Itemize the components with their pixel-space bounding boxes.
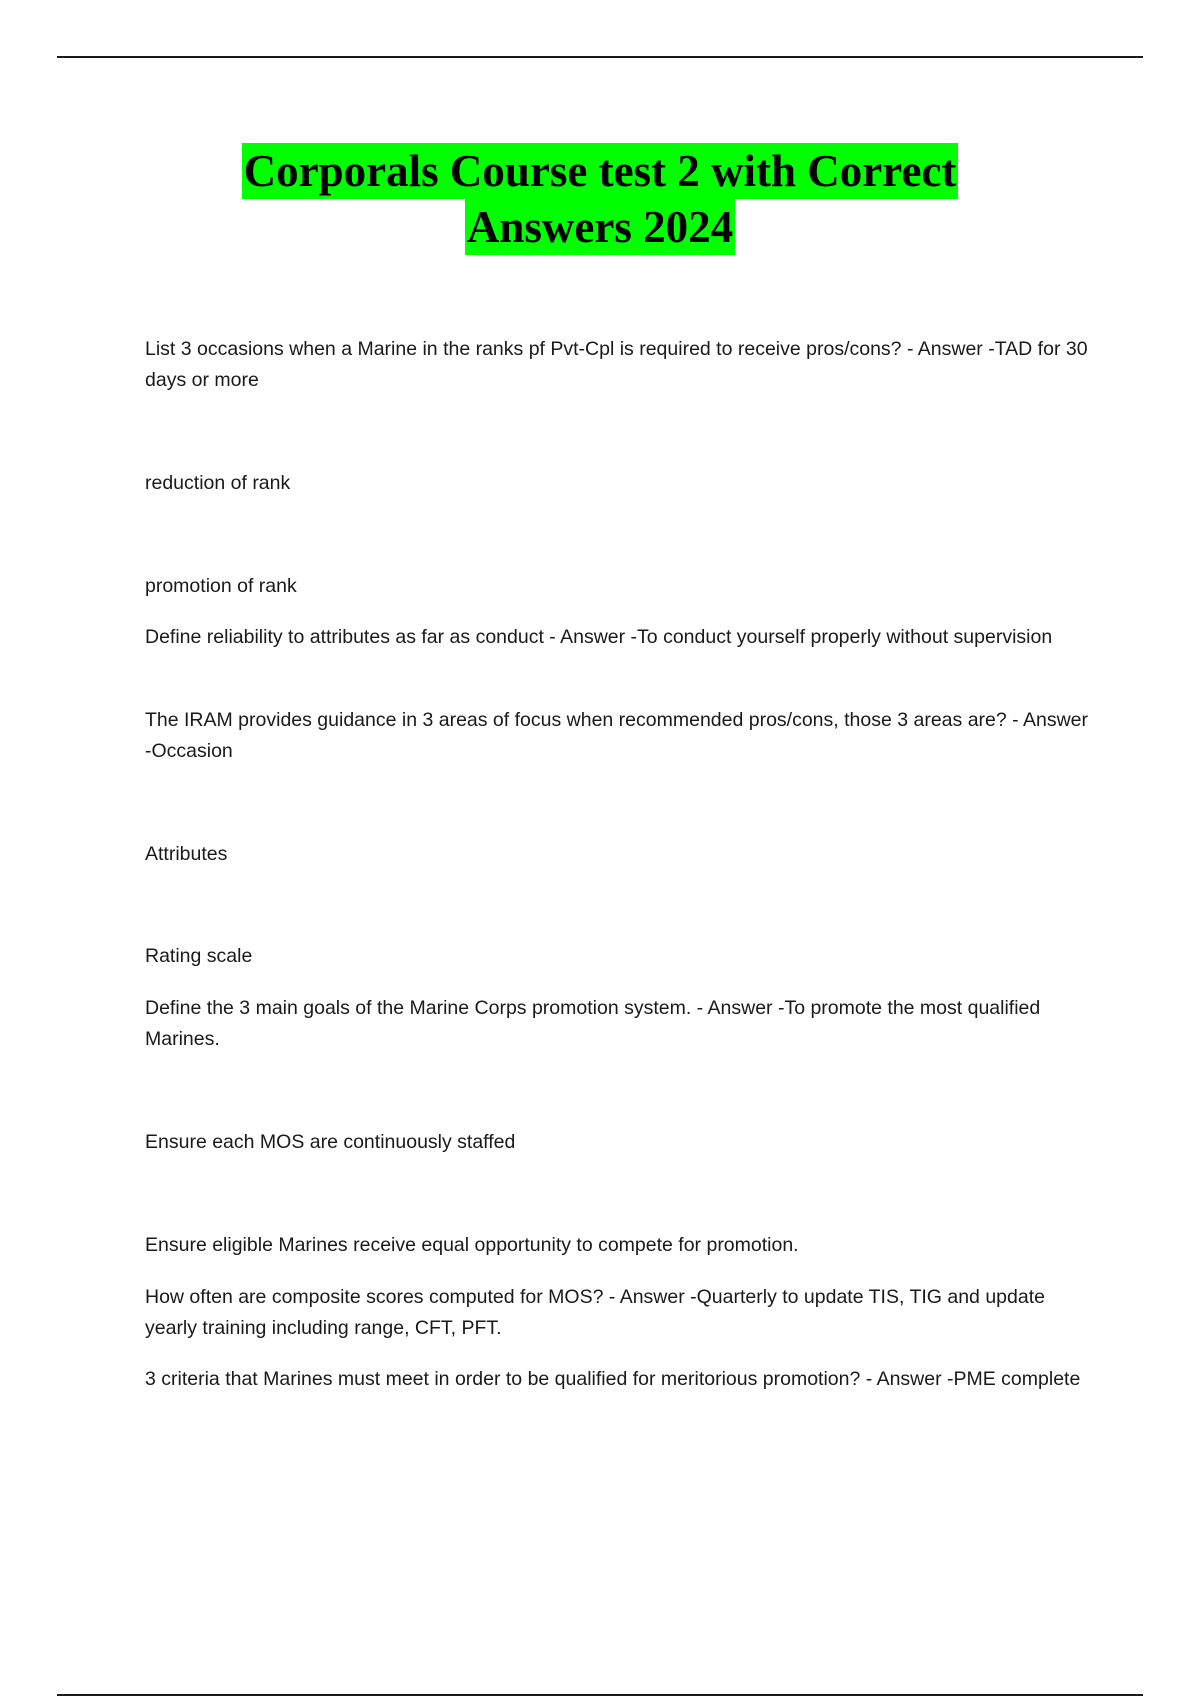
answer-paragraph: reduction of rank bbox=[145, 472, 291, 494]
question-paragraph: 3 criteria that Marines must meet in order to be qualified for meritorious promotion? - Answer -PME complete bbox=[145, 1368, 1081, 1390]
top-rule bbox=[57, 56, 1143, 58]
answer-paragraph: Ensure each MOS are continuously staffed bbox=[145, 1131, 516, 1153]
bottom-rule bbox=[57, 1694, 1143, 1696]
question-paragraph: Define reliability to attributes as far as conduct - Answer -To conduct yourself properly without supervision bbox=[145, 626, 1053, 648]
document-title bbox=[0, 143, 1200, 255]
question-paragraph: The IRAM provides guidance in 3 areas of focus when recommended pros/cons, those 3 areas are? - Answer -Occasion bbox=[145, 709, 1088, 762]
question-paragraph: List 3 occasions when a Marine in the ranks pf Pvt-Cpl is required to receive pros/cons? - Answer -TAD for 30 days or more bbox=[145, 338, 1088, 391]
answer-paragraph: Ensure eligible Marines receive equal opportunity to compete for promotion. bbox=[145, 1234, 799, 1256]
question-paragraph: How often are composite scores computed for MOS? - Answer -Quarterly to update TIS, TIG and update yearly training including range, CFT, PFT. bbox=[145, 1286, 1045, 1339]
question-paragraph: Define the 3 main goals of the Marine Corps promotion system. - Answer -To promote the most qualified Marines. bbox=[145, 997, 1041, 1050]
answer-paragraph: promotion of rank bbox=[145, 575, 297, 597]
title-line-2: Answers 2024 bbox=[465, 199, 735, 255]
answer-paragraph: Attributes bbox=[145, 843, 228, 865]
title-line-1: Corporals Course test 2 with Correct bbox=[242, 143, 959, 199]
answer-paragraph: Rating scale bbox=[145, 945, 253, 967]
